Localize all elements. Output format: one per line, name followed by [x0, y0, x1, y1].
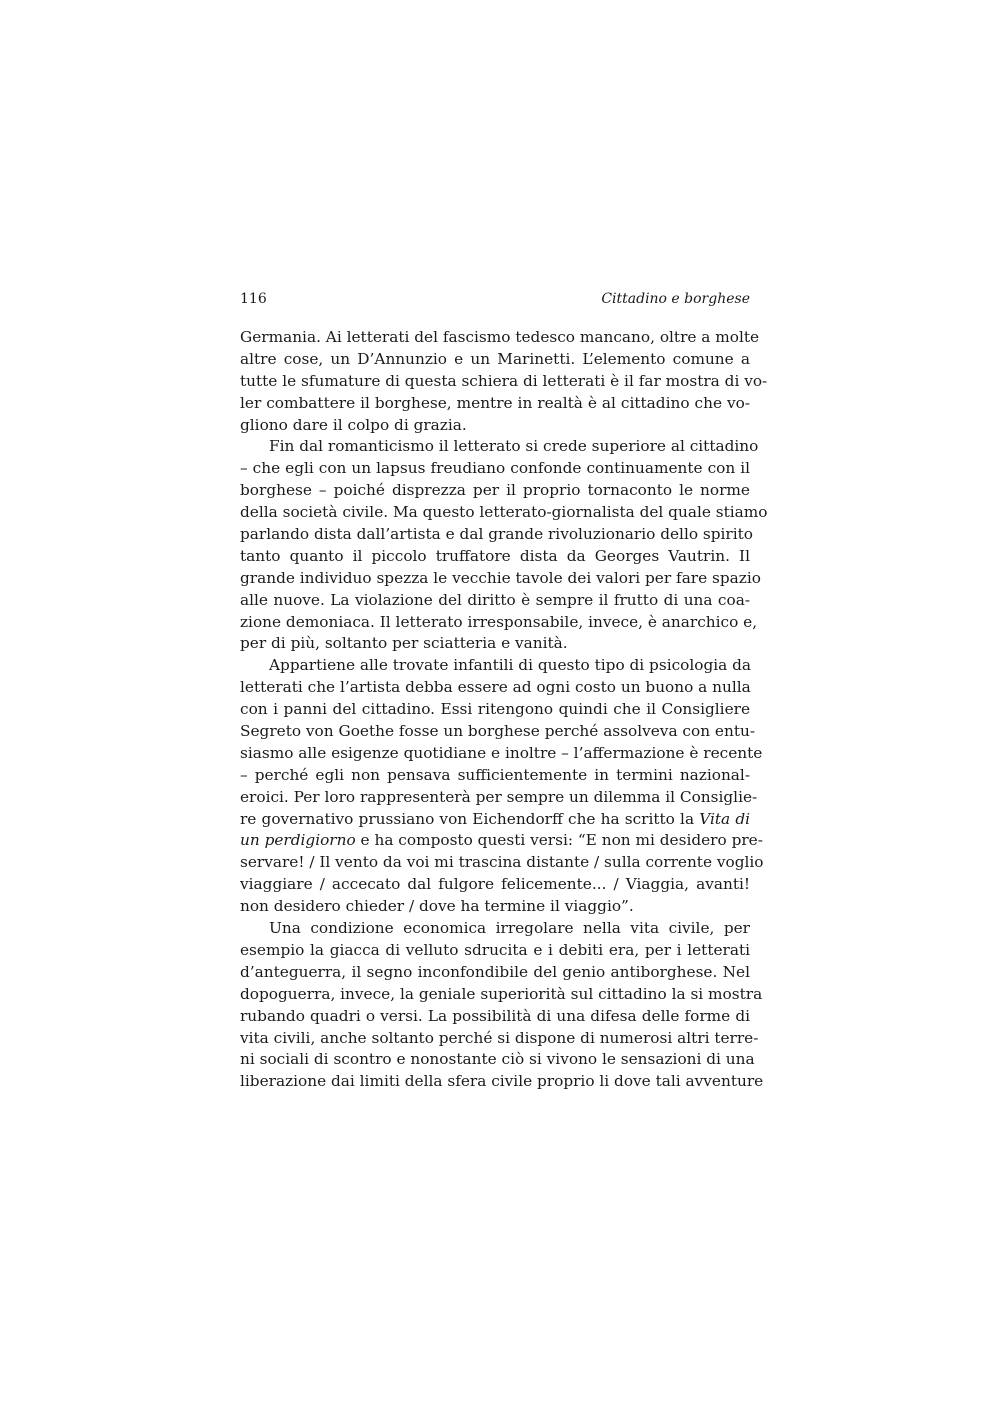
text-run: non desidero chieder / dove ha termine il viaggio”.	[240, 897, 634, 916]
text-run: zione demoniaca. Il letterato irresponsabile, invece, è anarchico e,	[240, 612, 758, 631]
text-line	[240, 327, 760, 349]
text-line	[240, 677, 750, 699]
italic-title: Vita di	[699, 809, 751, 828]
text-run: Fin dal romanticismo il letterato si crede superiore al cittadino	[269, 437, 759, 456]
text-line	[240, 655, 750, 677]
text-line	[240, 1049, 755, 1071]
text-line	[240, 896, 750, 918]
text-run: Germania. Ai letterati del fascismo tedesco mancano, oltre a molte	[240, 328, 760, 346]
text-run: ler combattere il borghese, mentre in realtà è al cittadino che vo-	[240, 393, 750, 412]
text-run: dopoguerra, invece, la geniale superiorità sul cittadino la si mostra	[240, 984, 763, 1003]
text-line	[240, 765, 750, 787]
text-line	[240, 830, 763, 852]
text-run: re governativo prussiano von Eichendorff che ha scritto la	[240, 809, 700, 828]
text-run: grande individuo spezza le vecchie tavole dei valori per fare spazio	[240, 568, 761, 587]
text-line	[240, 524, 753, 546]
text-run: parlando dista dall’artista e dal grande rivoluzionario dello spirito	[240, 525, 753, 544]
text-run: – perché egli non pensava sufficientemente in termini nazional-	[240, 765, 750, 784]
text-line	[240, 436, 759, 458]
text-run: Segreto von Goethe fosse un borghese perché assolveva con entu-	[240, 722, 755, 741]
text-line	[240, 699, 750, 721]
text-line	[240, 633, 750, 655]
text-run: e ha composto questi versi: “E non mi desidero pre-	[355, 831, 763, 850]
text-line	[240, 962, 750, 984]
text-line	[240, 1028, 759, 1050]
page-number: 116	[240, 291, 267, 307]
body-text	[240, 327, 768, 1093]
text-run: tanto quanto il piccolo truffatore dista da Georges Vautrin. Il	[240, 546, 750, 565]
text-run: borghese – poiché disprezza per il proprio tornaconto le norme	[240, 481, 750, 500]
running-title: Cittadino e borghese	[601, 291, 750, 307]
text-run: ni sociali di scontro e nonostante ciò si vivono le sensazioni di una	[240, 1050, 755, 1069]
text-run: alle nuove. La violazione del diritto è sempre il frutto di una coa-	[240, 590, 750, 609]
text-line	[240, 787, 758, 809]
text-line	[240, 393, 750, 415]
text-run: viaggiare / accecato dal fulgore felicemente... / Viaggia, avanti!	[240, 875, 750, 894]
text-line	[240, 743, 763, 765]
text-run: Appartiene alle trovate infantili di questo tipo di psicologia da	[269, 656, 752, 675]
text-run: della società civile. Ma questo letterato-giornalista del quale stiamo	[240, 503, 768, 522]
text-line	[240, 546, 750, 568]
text-run: gliono dare il colpo di grazia.	[240, 415, 467, 434]
text-run: servare! / Il vento da voi mi trascina distante / sulla corrente voglio	[240, 853, 764, 872]
text-line	[240, 1006, 750, 1028]
text-run: esempio la giacca di velluto sdrucita e i debiti era, per i letterati	[240, 940, 750, 959]
text-run: per di più, soltanto per sciatteria e vanità.	[240, 634, 568, 653]
text-run: altre cose, un D’Annunzio e un Marinetti. L’elemento comune a	[240, 349, 750, 368]
text-line	[240, 415, 750, 437]
text-line	[240, 1071, 764, 1093]
text-run: liberazione dai limiti della sfera civile proprio li dove tali avventure	[240, 1072, 764, 1091]
text-line	[240, 480, 750, 502]
text-line	[240, 809, 750, 831]
text-line	[240, 371, 768, 393]
text-line	[240, 590, 750, 612]
text-run: siasmo alle esigenze quotidiane e inoltre – l’affermazione è recente	[240, 743, 763, 762]
text-run: con i panni del cittadino. Essi ritengono quindi che il Consigliere	[240, 700, 750, 719]
text-run: vita civili, anche soltanto perché si dispone di numerosi altri terre-	[240, 1028, 759, 1047]
text-line	[240, 612, 758, 634]
text-line	[240, 458, 750, 480]
text-run: tutte le sfumature di questa schiera di letterati è il far mostra di vo-	[240, 371, 768, 390]
text-run: eroici. Per loro rappresenterà per sempre un dilemma il Consiglie-	[240, 787, 758, 806]
text-run: rubando quadri o versi. La possibilità di una difesa delle forme di	[240, 1006, 750, 1025]
text-run: – che egli con un lapsus freudiano confonde continuamente con il	[240, 459, 750, 478]
text-run: letterati che l’artista debba essere ad ogni costo un buono a nulla	[240, 678, 751, 697]
text-line	[240, 349, 750, 371]
text-line	[240, 984, 763, 1006]
text-line	[240, 568, 761, 590]
text-line	[240, 721, 755, 743]
text-line	[240, 940, 750, 962]
text-line	[240, 918, 750, 940]
page-header	[240, 288, 750, 310]
text-line	[240, 852, 764, 874]
text-run: d’anteguerra, il segno inconfondibile del genio antiborghese. Nel	[240, 962, 750, 981]
italic-title: un perdigiorno	[240, 831, 356, 850]
text-line	[240, 502, 768, 524]
text-line	[240, 874, 750, 896]
text-run: Una condizione economica irregolare nella vita civile, per	[269, 919, 750, 938]
